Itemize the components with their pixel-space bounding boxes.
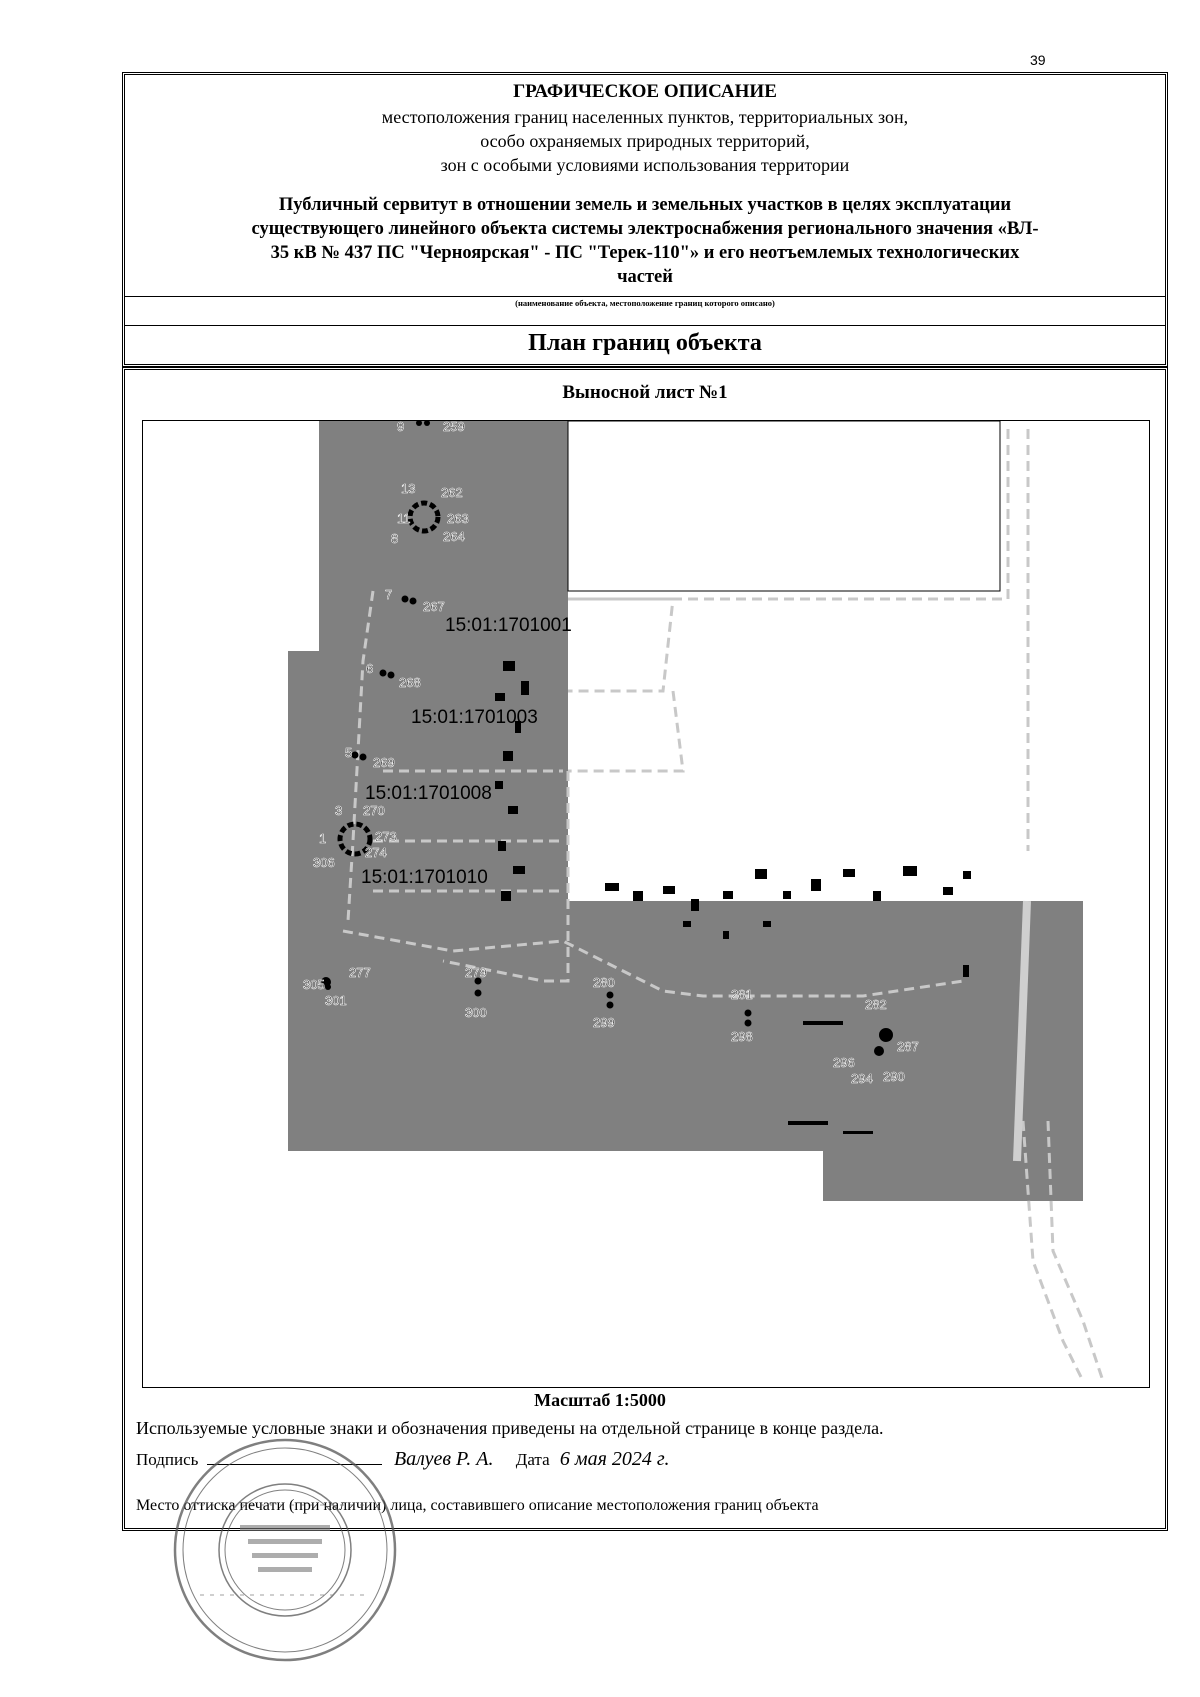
- header-frame: [122, 72, 1168, 367]
- point-number: 9: [397, 421, 405, 434]
- point-number: 281: [731, 987, 753, 1002]
- seal-icon: [170, 1435, 400, 1665]
- point-number: 301: [325, 993, 347, 1008]
- point-number: 1: [319, 831, 327, 846]
- point-number: 8: [391, 531, 399, 546]
- point-number: 277: [349, 965, 371, 980]
- cadastral-block-label: 15:01:1701008: [365, 783, 492, 804]
- signature-label: Подпись: [136, 1450, 199, 1469]
- point-number: 298: [731, 1029, 753, 1044]
- point-number: 268: [399, 675, 421, 690]
- point-number: 274: [365, 845, 387, 860]
- point-number: 267: [423, 599, 445, 614]
- date-label: Дата: [515, 1450, 550, 1469]
- object-line-1: Публичный сервитут в отношении земель и земельных участков в целях эксплуатации: [278, 195, 1012, 215]
- point-number: 3: [335, 803, 343, 818]
- point-number: 263: [447, 511, 469, 526]
- white-plot: [568, 421, 1000, 591]
- point-number: 287: [897, 1039, 919, 1054]
- cadastral-block-label: 15:01:1701003: [411, 707, 538, 728]
- object-name: [155, 193, 1135, 289]
- point-number: 259: [443, 421, 465, 434]
- point-number: 299: [593, 1015, 615, 1030]
- point-number: 11: [397, 511, 411, 526]
- page-number: 39: [1030, 52, 1046, 68]
- object-line-3: 35 кВ № 437 ПС "Черноярская" - ПС "Терек-110"» и его неотъемлемых технологических: [270, 243, 1020, 263]
- scale: Масштаб 1:5000: [534, 1390, 666, 1410]
- sheet-title: Выносной лист №1: [562, 382, 728, 403]
- object-hint: (наименование объекта, местоположение границ которого описано): [515, 298, 775, 308]
- document-title: ГРАФИЧЕСКОЕ ОПИСАНИЕ: [513, 81, 777, 102]
- object-line-4: частей: [617, 267, 673, 287]
- point-number: 282: [865, 997, 887, 1012]
- plan-title: План границ объекта: [528, 330, 762, 356]
- point-number: 7: [385, 587, 393, 602]
- point-number: 290: [883, 1069, 905, 1084]
- point-number: 305: [303, 977, 325, 992]
- point-number: 13: [401, 481, 416, 496]
- signer-name: Валуев Р. А.: [393, 1448, 494, 1470]
- point-number: 5: [345, 745, 353, 760]
- subtitle-line-1: местоположения границ населенных пунктов, территориальных зон,: [381, 107, 909, 127]
- stamp-place-text: Место оттиска печати (при наличии) лица, составившего описание местоположения границ объекта: [136, 1497, 819, 1514]
- point-number: 280: [593, 975, 615, 990]
- point-number: 296: [833, 1055, 855, 1070]
- subtitle-line-2: особо охраняемых природных территорий,: [480, 131, 810, 151]
- point-number: 264: [443, 529, 465, 544]
- subtitle-line-3: зон с особыми условиями использования территории: [440, 155, 850, 175]
- point-number: 6: [366, 661, 374, 676]
- cadastral-block-label: 15:01:1701010: [361, 867, 488, 888]
- date-value: 6 мая 2024 г.: [559, 1448, 670, 1470]
- divider: [125, 296, 1165, 297]
- point-number: 262: [441, 485, 463, 500]
- point-number: 279: [465, 965, 487, 980]
- cadastral-block-label: 15:01:1701001: [445, 615, 572, 636]
- point-number: 273: [375, 829, 397, 844]
- object-line-2: существующего линейного объекта системы электроснабжения регионального значения «ВЛ-: [251, 219, 1039, 239]
- point-number: 270: [363, 803, 385, 818]
- point-number: 269: [373, 755, 395, 770]
- point-number: 306: [313, 855, 335, 870]
- map-area: [142, 420, 1150, 1388]
- point-number: 300: [465, 1005, 487, 1020]
- point-number: 294: [851, 1071, 873, 1086]
- legend-note: Используемые условные знаки и обозначения приведены на отдельной странице в конце раздела.: [136, 1418, 884, 1438]
- divider: [125, 325, 1165, 326]
- map-svg: [143, 421, 1150, 1388]
